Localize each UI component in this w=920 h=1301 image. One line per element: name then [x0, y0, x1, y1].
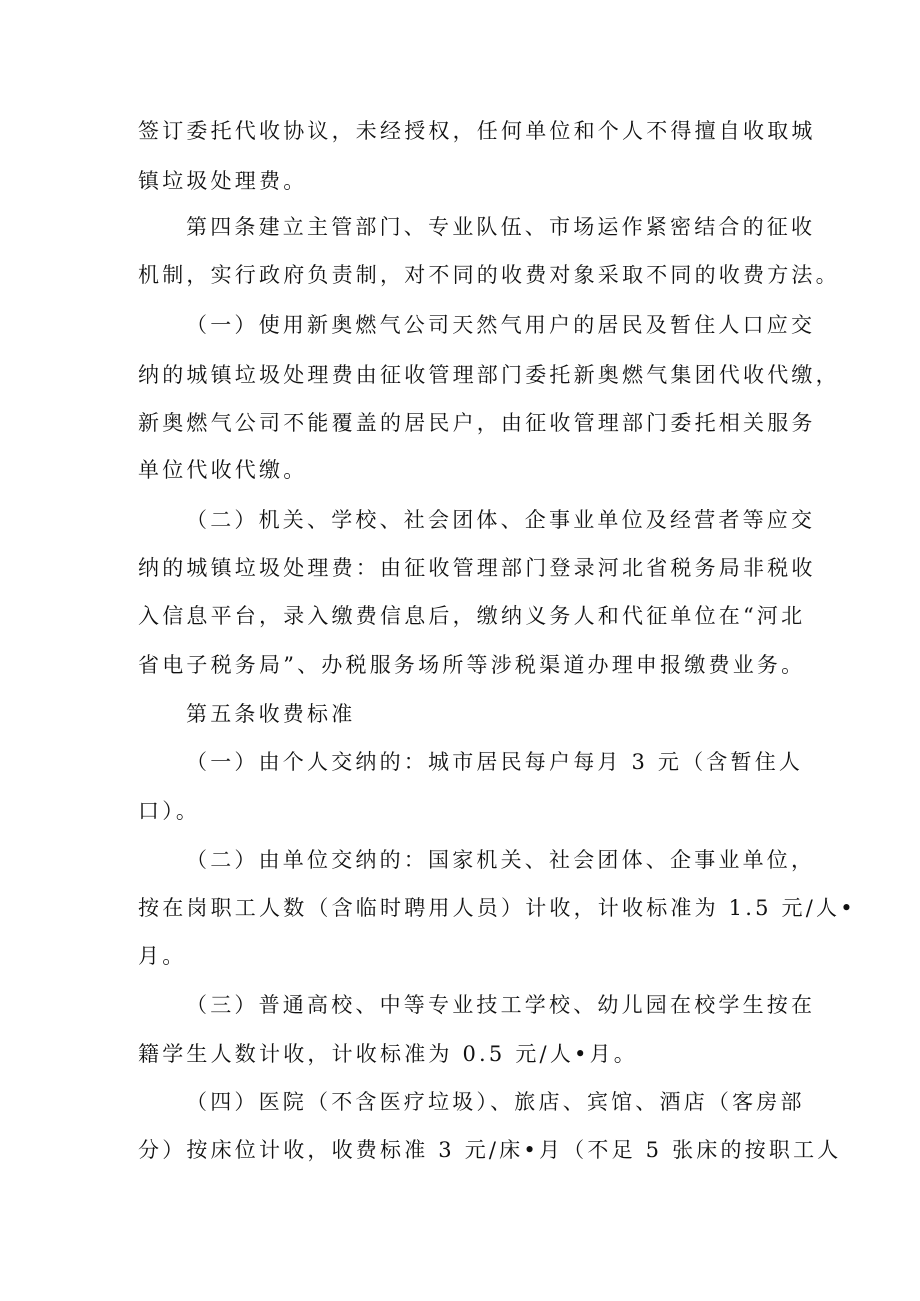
text-line: 省电子税务局”、办税服务场所等涉税渠道办理申报缴费业务。 — [138, 653, 806, 677]
text-line: 单位代收代缴。 — [138, 458, 308, 482]
article-four-line: 第四条建立主管部门、专业队伍、市场运作紧密结合的征收 — [186, 215, 816, 239]
text-line: 口）。 — [138, 799, 201, 823]
text-line: 分）按床位计收，收费标准 3 元/床•月（不足 5 张床的按职工人 — [138, 1138, 842, 1162]
text-line: 月。 — [138, 944, 187, 968]
clause-line: （一）由个人交纳的：城市居民每户每月 3 元（含暂住人 — [186, 750, 804, 774]
clause-line: （二）由单位交纳的：国家机关、社会团体、企事业单位， — [186, 848, 816, 872]
clause-line: （三）普通高校、中等专业技工学校、幼儿园在校学生按在 — [186, 993, 816, 1017]
text-line: 纳的城镇垃圾处理费：由征收管理部门登录河北省税务局非税收 — [138, 556, 816, 580]
text-line: 机制，实行政府负责制，对不同的收费对象采取不同的收费方法。 — [138, 263, 840, 287]
text-line: 入信息平台，录入缴费信息后，缴纳义务人和代征单位在“河北 — [138, 604, 806, 628]
text-line: 纳的城镇垃圾处理费由征收管理部门委托新奥燃气集团代收代缴， — [138, 363, 840, 387]
text-line: 新奥燃气公司不能覆盖的居民户，由征收管理部门委托相关服务 — [138, 411, 816, 435]
text-line: 镇垃圾处理费。 — [138, 169, 308, 193]
article-five-heading: 第五条收费标准 — [186, 702, 356, 726]
clause-line: （四）医院（不含医疗垃圾）、旅店、宾馆、酒店（客房部 — [186, 1090, 805, 1114]
clause-line: （一）使用新奥燃气公司天然气用户的居民及暂住人口应交 — [186, 313, 816, 337]
text-line: 签订委托代收协议，未经授权，任何单位和个人不得擅自收取城 — [138, 119, 816, 143]
text-line: 籍学生人数计收，计收标准为 0.5 元/人•月。 — [138, 1042, 639, 1066]
clause-line: （二）机关、学校、社会团体、企事业单位及经营者等应交 — [186, 508, 816, 532]
text-line: 按在岗职工人数（含临时聘用人员）计收，计收标准为 1.5 元/人• — [138, 896, 856, 920]
